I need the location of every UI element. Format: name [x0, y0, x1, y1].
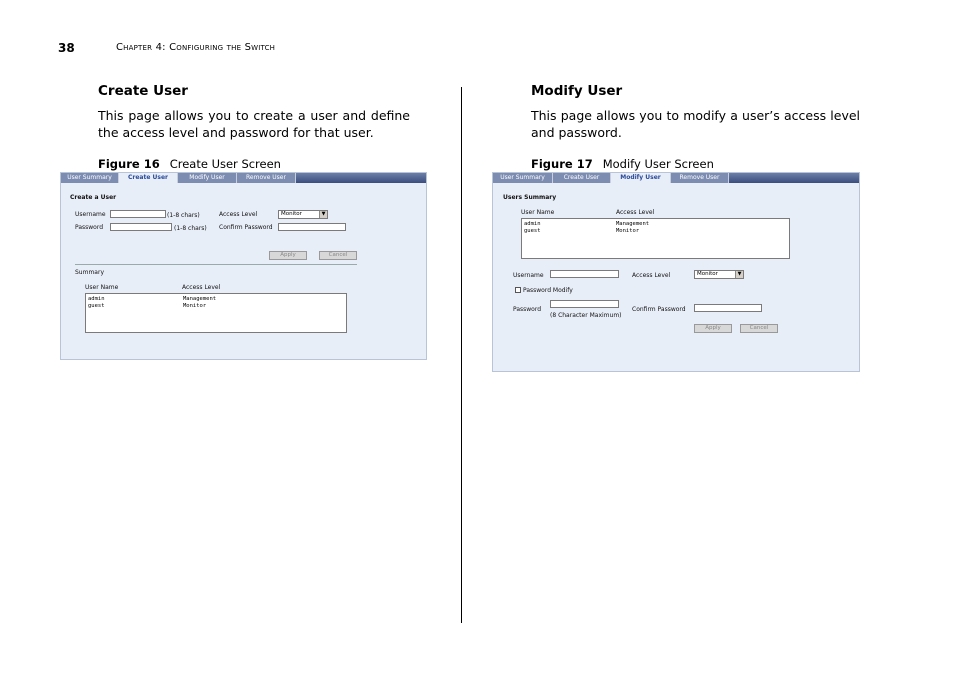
tab-create-user[interactable]: Create User	[119, 173, 178, 183]
list-item-access: Management	[183, 296, 217, 302]
user-list[interactable]	[85, 293, 347, 333]
list-item-access: Management	[616, 221, 650, 227]
separator	[75, 264, 357, 265]
page-number: 38	[58, 41, 75, 55]
apply-button[interactable]: Apply	[694, 324, 732, 333]
tab-user-summary[interactable]: User Summary	[493, 173, 553, 183]
username-hint: (1-8 chars)	[167, 212, 200, 219]
access-level-select[interactable]	[694, 270, 744, 279]
figure-17-caption	[531, 157, 714, 171]
modify-user-screenshot	[492, 172, 860, 372]
create-user-title: Create User	[98, 83, 188, 99]
col-user-name: User Name	[85, 284, 119, 291]
create-heading: Create a User	[70, 194, 117, 201]
password-label: Password	[513, 306, 542, 313]
password-label: Password	[75, 224, 104, 231]
access-level-value: Monitor	[281, 211, 302, 217]
col-access-level: Access Level	[182, 284, 221, 291]
list-item-access: Monitor	[616, 228, 640, 234]
username-label: Username	[513, 272, 544, 279]
create-user-screenshot	[60, 172, 427, 360]
confirm-password-label: Confirm Password	[632, 306, 686, 313]
user-list[interactable]	[521, 218, 790, 259]
figure-label: Figure 17	[531, 157, 593, 171]
username-input[interactable]	[110, 210, 166, 218]
list-item-user: admin	[524, 221, 541, 227]
username-label: Username	[75, 211, 106, 218]
tab-modify-user[interactable]: Modify User	[178, 173, 237, 183]
figure-16-caption	[98, 157, 281, 171]
users-summary-heading: Users Summary	[503, 194, 557, 201]
figure-label: Figure 16	[98, 157, 160, 171]
apply-button[interactable]: Apply	[269, 251, 307, 260]
cancel-button[interactable]: Cancel	[740, 324, 778, 333]
confirm-password-label: Confirm Password	[219, 224, 273, 231]
password-input[interactable]	[110, 223, 172, 231]
figure-caption-text: Modify User Screen	[602, 157, 714, 171]
confirm-password-input[interactable]	[694, 304, 762, 312]
modify-user-title: Modify User	[531, 83, 623, 99]
chapter-title: Chapter 4: Configuring the Switch	[116, 42, 276, 53]
password-hint: (1-8 chars)	[174, 225, 207, 232]
access-level-label: Access Level	[632, 272, 671, 279]
figure-caption-text: Create User Screen	[169, 157, 281, 171]
column-divider	[461, 87, 462, 623]
list-item-user: guest	[524, 228, 541, 234]
access-level-select[interactable]	[278, 210, 328, 219]
cancel-button[interactable]: Cancel	[319, 251, 357, 260]
password-hint: (8 Character Maximum)	[550, 312, 622, 319]
password-modify-label: Password Modify	[523, 287, 573, 294]
confirm-password-input[interactable]	[278, 223, 346, 231]
chevron-down-icon: ▼	[735, 271, 743, 278]
tab-remove-user[interactable]: Remove User	[671, 173, 729, 183]
checkbox-icon[interactable]	[515, 287, 521, 293]
tab-create-user[interactable]: Create User	[553, 173, 611, 183]
access-level-value: Monitor	[697, 271, 718, 277]
list-item-access: Monitor	[183, 303, 207, 309]
username-input[interactable]	[550, 270, 619, 278]
list-item-user: guest	[88, 303, 105, 309]
chevron-down-icon: ▼	[319, 211, 327, 218]
tab-remove-user[interactable]: Remove User	[237, 173, 296, 183]
col-access-level: Access Level	[616, 209, 655, 216]
password-input[interactable]	[550, 300, 619, 308]
list-item-user: admin	[88, 296, 105, 302]
col-user-name: User Name	[521, 209, 555, 216]
summary-label: Summary	[75, 269, 104, 276]
tab-user-summary[interactable]: User Summary	[61, 173, 119, 183]
create-user-description: This page allows you to create a user and define the access level and password for that user.	[98, 108, 410, 140]
tab-modify-user[interactable]: Modify User	[611, 173, 671, 183]
modify-user-description: This page allows you to modify a user’s access level and password.	[531, 108, 860, 140]
access-level-label: Access Level	[219, 211, 258, 218]
